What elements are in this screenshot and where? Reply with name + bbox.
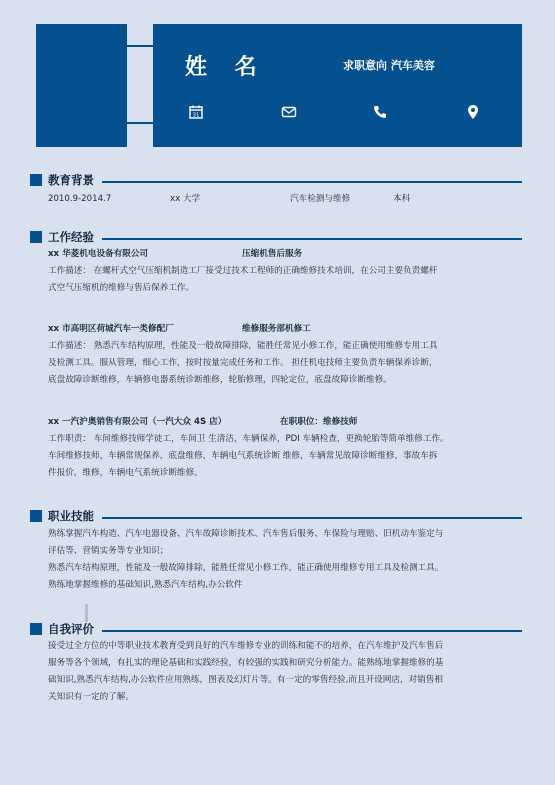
self-evaluation-line: 关知识有一定的了解。 bbox=[48, 692, 134, 702]
section-divider bbox=[102, 181, 522, 183]
self-evaluation-section bbox=[30, 621, 522, 706]
connector-line-bottom bbox=[127, 122, 154, 124]
mail-icon bbox=[281, 104, 297, 120]
skills-body bbox=[30, 526, 522, 594]
section-divider bbox=[102, 238, 522, 240]
job-header bbox=[48, 414, 522, 431]
skills-line: 评估等、营销实务等专业知识； bbox=[48, 546, 169, 556]
calendar-icon bbox=[188, 104, 204, 120]
job-header bbox=[48, 321, 522, 338]
job-position: 维修服务部机修工 bbox=[242, 324, 311, 334]
svg-text:31: 31 bbox=[192, 112, 200, 119]
section-title: 工作经验 bbox=[48, 230, 94, 244]
self-evaluation-line: 服务等各个领域，有扎实的理论基础和实践经验，有较强的实践和研究分析能力。能熟练地掌握维修的基 bbox=[48, 658, 444, 668]
job-entry bbox=[48, 414, 522, 482]
section-marker bbox=[30, 174, 42, 186]
connector-line-top bbox=[127, 45, 154, 47]
section-divider bbox=[102, 517, 522, 519]
job-description-line: 工作职责： 车间维修技师学徒工，车间卫 生清洁，车辆保养，PDI 车辆检查，更换轮胎等简单维修工作。 bbox=[48, 434, 449, 444]
section-marker bbox=[30, 510, 42, 522]
job-position: 在职职位：维修技师 bbox=[280, 417, 358, 427]
job-intention: 求职意向 汽车美容 bbox=[343, 59, 435, 72]
education-row bbox=[30, 191, 522, 208]
section-marker bbox=[30, 231, 42, 243]
skills-section bbox=[30, 508, 522, 594]
candidate-name: 姓 名 bbox=[185, 55, 267, 80]
education-period: 2010.9-2014.7 bbox=[48, 194, 112, 204]
skills-line: 熟练掌握汽车构造、汽车电器设备、汽车故障诊断技术、汽车售后服务、车保险与理赔、旧机动车鉴定与 bbox=[48, 529, 444, 539]
job-description-line: 及检测工具。服从管理，细心工作，按时按量完成任务和工作。 担任机电技师主要负责车辆保养诊断， bbox=[48, 358, 438, 368]
job-company: xx 华菱机电设备有限公司 bbox=[48, 249, 149, 259]
education-degree: 本科 bbox=[393, 194, 411, 204]
education-school: xx 大学 bbox=[170, 194, 201, 204]
education-section bbox=[30, 172, 522, 208]
job-description-line: 式空气压缩机的维修与售后保养工作。 bbox=[48, 283, 195, 293]
phone-icon bbox=[372, 104, 388, 120]
job-description-line: 底盘故障诊断维修，车辆修电器系统诊断维修，轮胎修理，四轮定位，底盘故障诊断维修。 bbox=[48, 375, 392, 385]
location-icon bbox=[465, 104, 481, 120]
work-section bbox=[30, 229, 522, 478]
job-description-line: 工作描述： 在螺杆式空气压缩机制造工厂接受过技术工程师的正确维修技术培训，在公司主要负责螺杆 bbox=[48, 266, 438, 276]
skills-line: 熟悉汽车结构原理，性能及一般故障排除，能胜任常见小修工作，能正确使用维修专用工具及检测工具。 bbox=[48, 563, 444, 573]
education-major: 汽车检测与维修 bbox=[290, 194, 351, 204]
section-divider bbox=[102, 630, 522, 632]
job-entry bbox=[48, 321, 522, 389]
job-description-line: 工作描述： 熟悉汽车结构原理，性能及一般故障排除，能胜任常见小修工作，能正确使用维修专用工具 bbox=[48, 341, 438, 351]
self-evaluation-line: 接受过全方位的中等职业技术教育受到良好的汽车维修专业的训练和能不的培养，在汽车维护及汽车售后 bbox=[48, 641, 444, 651]
self-evaluation-body bbox=[30, 638, 522, 706]
self-evaluation-line: 础知识,熟悉汽车结构,办公软件应用熟练，图表及幻灯片等。有一定的零售经验,而且开设网店，对销售相 bbox=[48, 675, 443, 685]
job-header bbox=[48, 246, 522, 263]
job-entry bbox=[48, 246, 522, 297]
job-company: xx 市高明区荷城汽车一类修配厂 bbox=[48, 324, 174, 334]
job-description-line: 车间维修技师，车辆常规保养，底盘维修，车辆电气系统诊断 维修，车辆常见故障诊断维修，事故车拆 bbox=[48, 451, 438, 461]
job-position: 压缩机售后服务 bbox=[242, 249, 303, 259]
section-title: 自我评价 bbox=[48, 622, 94, 636]
job-company: xx 一汽沪奥销售有限公司（一汽大众 4S 店） bbox=[48, 417, 227, 427]
text-cursor-marker bbox=[85, 604, 88, 622]
section-title: 职业技能 bbox=[48, 509, 94, 523]
job-description-line: 件报价，维修，车辆电气系统诊断维修。 bbox=[48, 468, 203, 478]
header-band bbox=[153, 24, 522, 147]
section-title: 教育背景 bbox=[48, 173, 94, 187]
skills-line: 熟练地掌握维修的基础知识,熟悉汽车结构,办公软件 bbox=[48, 580, 243, 590]
photo-placeholder bbox=[36, 24, 127, 147]
section-marker bbox=[30, 623, 42, 635]
